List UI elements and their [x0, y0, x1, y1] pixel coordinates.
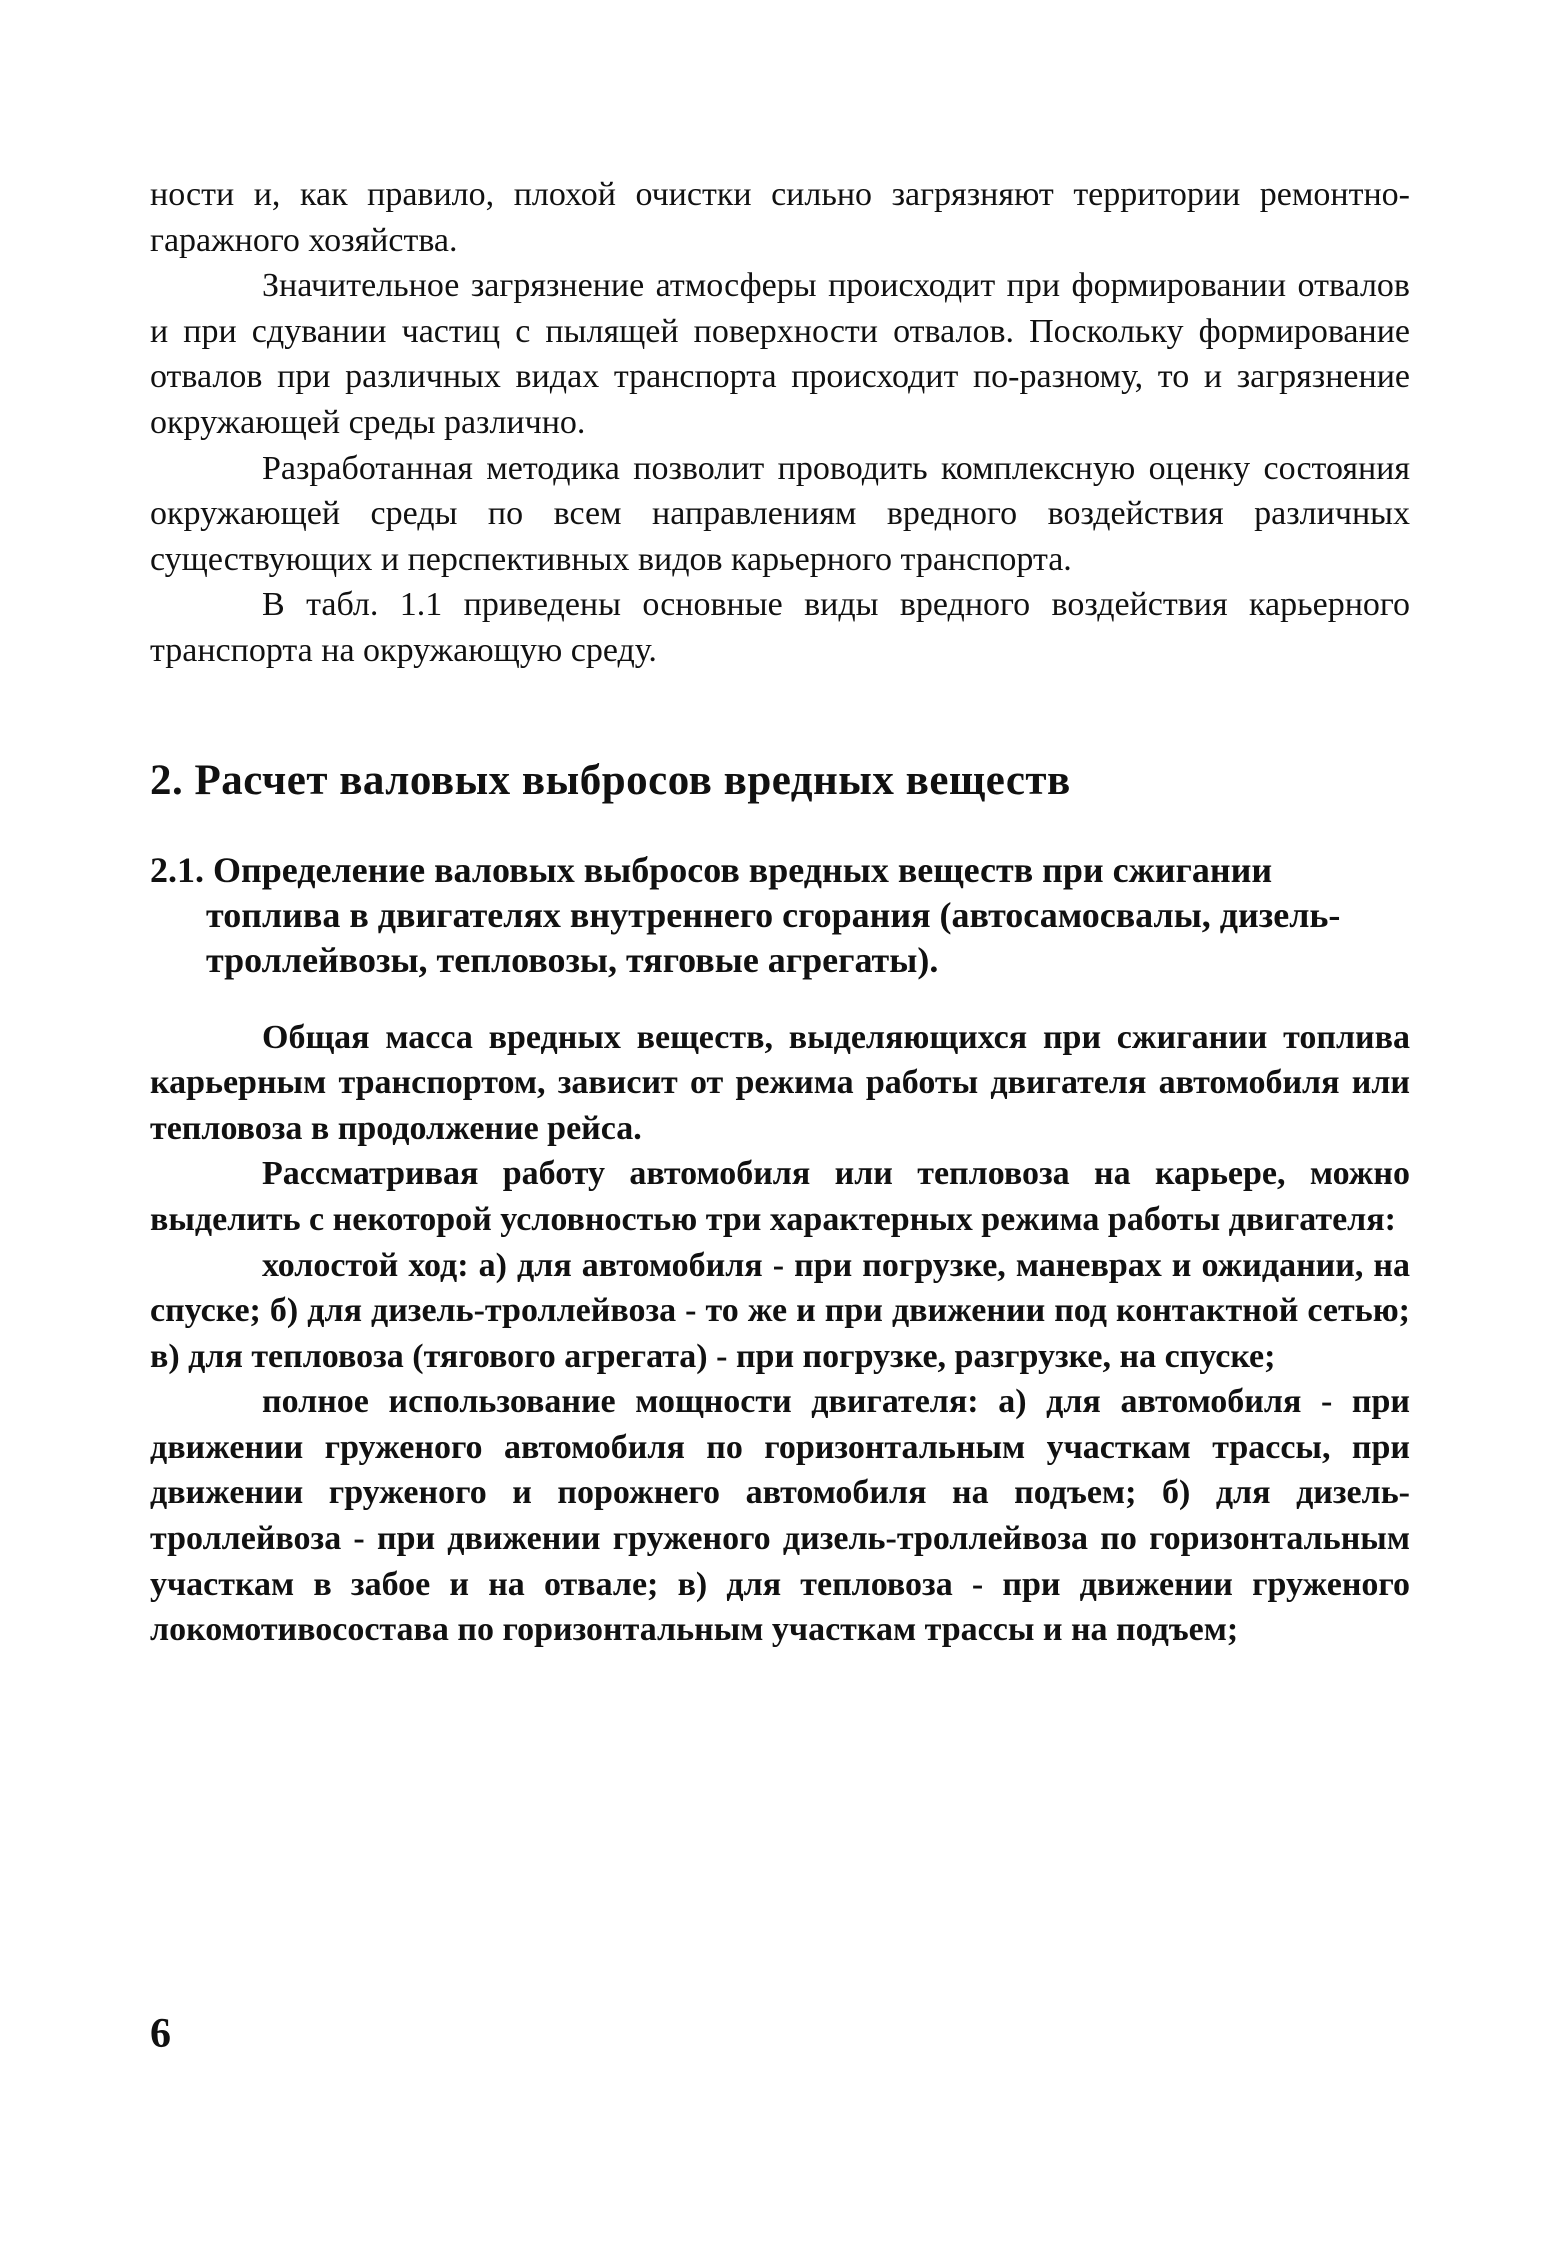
subsection-title: 2.1. Определение валовых выбросов вредных веществ при сжигании топлива в двигателях внутреннего сгорания (автосамосвалы, дизель-троллейвозы, тепловозы, тяговые агрегаты).	[150, 849, 1341, 980]
list-item-full-power: полное использование мощности двигателя: а) для автомобиля - при движении груженого автомобиля по горизонтальным участкам трассы, при движении груженого и порожнего автомобиля на подъем; б) для дизель-троллейвоза - при движении груженого дизель-троллейвоза по горизонтальным участкам в забое и на отвале; в) для тепловоза - при движении груженого локомотивосостава по горизонтальным участкам трассы и на подъем;	[150, 1383, 1410, 1649]
section-title: 2. Расчет валовых выбросов вредных веществ	[150, 756, 1071, 804]
paragraph-continuation: ности и, как правило, плохой очистки сильно загрязняют территории ремонтно-гаражного хозяйства.	[150, 176, 1410, 259]
paragraph-methodology: Разработанная методика позволит проводить комплексную оценку состояния окружающей среды по всем направлениям вредного воздействия различных существующих и перспективных видов карьерного транспорта.	[150, 449, 1410, 578]
paragraph-table-reference: В табл. 1.1 приведены основные виды вредного воздействия карьерного транспорта на окружающую среду.	[150, 586, 1410, 669]
paragraph-atmosphere-pollution: Значительное загрязнение атмосферы происходит при формировании отвалов и при сдувании частиц с пылящей поверхности отвалов. Поскольку формирование отвалов при различных видах транспорта происходит по-разному, то и загрязнение окружающей среды различно.	[150, 267, 1410, 441]
paragraph-operating-modes: Рассматривая работу автомобиля или тепловоза на карьере, можно выделить с некоторой условностью три характерных режима работы двигателя:	[150, 1155, 1410, 1238]
page-content	[150, 172, 1410, 1653]
list-item-idle: холостой ход: а) для автомобиля - при погрузке, маневрах и ожидании, на спуске; б) для дизель-троллейвоза - то же и при движении под контактной сетью; в) для тепловоза (тягового агрегата) - при погрузке, разгрузке, на спуске;	[150, 1246, 1410, 1375]
paragraph-total-mass: Общая масса вредных веществ, выделяющихся при сжигании топлива карьерным транспортом, зависит от режима работы двигателя автомобиля или тепловоза в продолжение рейса.	[150, 1018, 1410, 1147]
page-number: 6	[150, 2011, 171, 2057]
